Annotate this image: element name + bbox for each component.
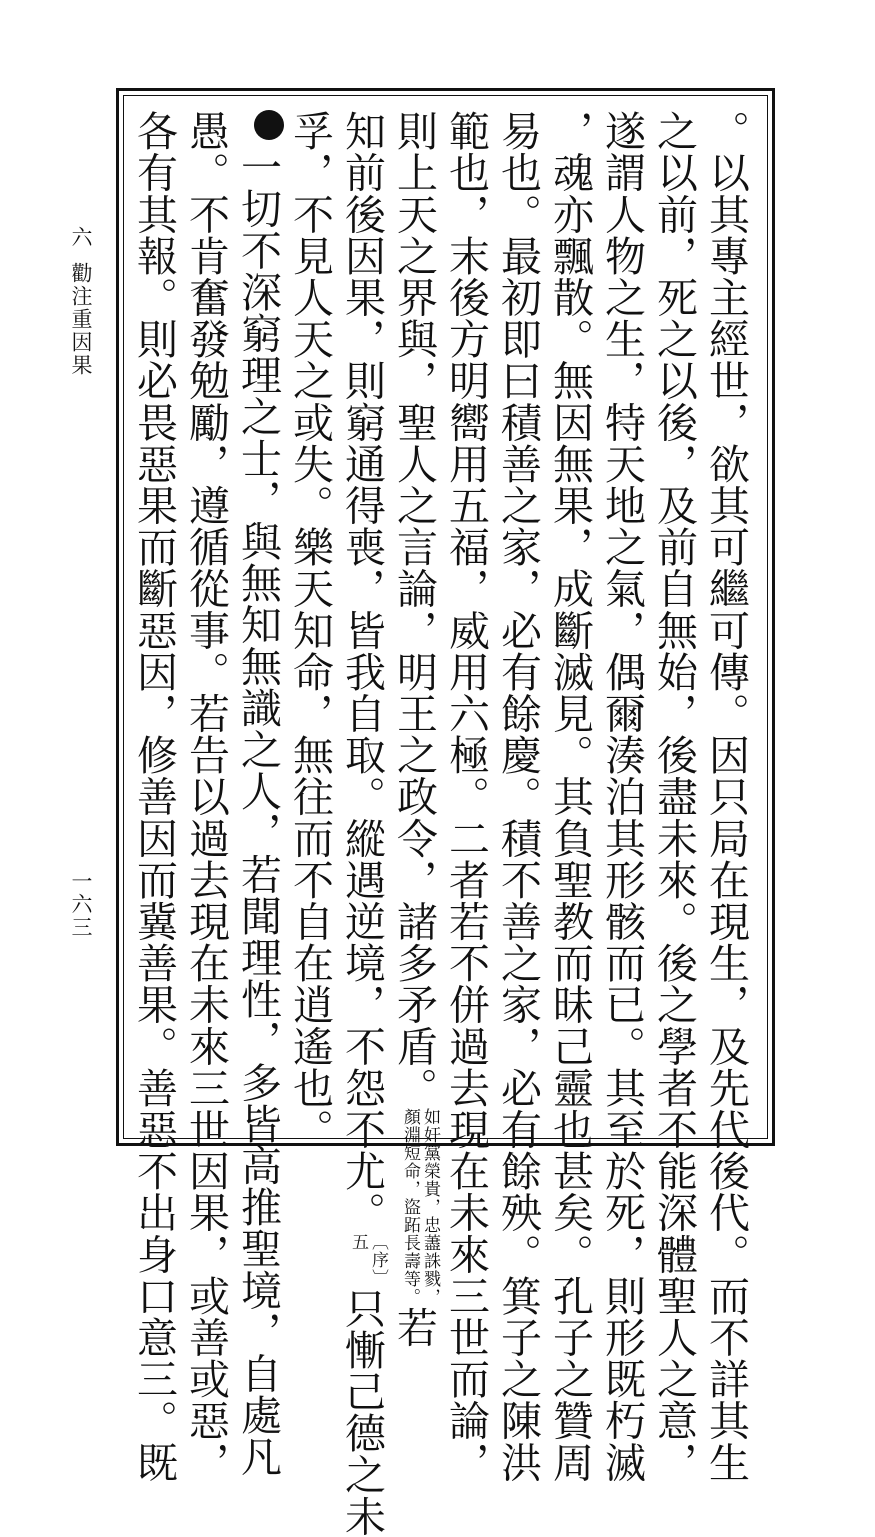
column-text: 知前後因果，則窮通得喪，皆我自取。縱遇逆境，不怨不尤。 xyxy=(338,110,386,1234)
text-column: 之以前，死之以後，及前自無始，後盡未來。後之學者不能深體聖人之意， xyxy=(650,110,698,1483)
text-column: 範也，末後方明嚮用五福，威用六極。二者若不併過去現在未來三世而論， xyxy=(442,110,490,1483)
note-line: 顏淵短命，盜跖長壽等。 xyxy=(400,1108,420,1307)
inline-note xyxy=(348,1233,388,1287)
text-column: 。以其專主經世，欲其可繼可傳。因只局在現生，及先代後代。而不詳其生 xyxy=(702,110,750,1483)
text-column: 愚。不肯奮發勉勵，遵循從事。若告以過去現在未來三世因果，或善或惡， xyxy=(182,110,230,1483)
column-text: 若 xyxy=(390,1306,438,1349)
paragraph-marker-icon xyxy=(254,110,284,140)
text-column: ，魂亦飄散。無因無果，成斷滅見。其負聖教而昧己靈也甚矣。孔子之贊周 xyxy=(546,110,594,1483)
note-line: 〔序〕 xyxy=(368,1233,388,1288)
note-line: 五 xyxy=(348,1233,368,1252)
column-text: 一切不深窮理之士，與無知無識之人，若聞理性，多皆高推聖境，自處凡 xyxy=(234,146,282,1478)
text-column: 孚，不見人天之或失。樂天知命，無往而不自在逍遙也。 xyxy=(286,110,334,1150)
header-section: 六 xyxy=(69,226,93,249)
text-body xyxy=(130,110,752,1537)
text-column xyxy=(232,110,284,1478)
inline-note xyxy=(400,1108,440,1306)
page-number: 一六三 xyxy=(69,870,93,939)
column-text: 則上天之界與，聖人之言論，明王之政令，諸多矛盾。 xyxy=(390,110,438,1109)
text-column xyxy=(388,110,440,1349)
text-column: 遂謂人物之生，特天地之氣，偶爾湊泊其形骸而已。其至於死，則形既朽滅 xyxy=(598,110,646,1483)
text-column: 各有其報。則必畏惡果而斷惡因，修善因而冀善果。善惡不出身口意三。既 xyxy=(130,110,178,1483)
text-column xyxy=(336,110,388,1537)
header-title: 勸注重因果 xyxy=(69,262,93,377)
note-line: 如奸黨榮貴，忠藎誅戮， xyxy=(420,1108,440,1307)
text-column: 易也。最初即曰積善之家，必有餘慶。積不善之家，必有餘殃。箕子之陳洪 xyxy=(494,110,542,1483)
column-text: 只慚己德之未 xyxy=(338,1287,386,1537)
